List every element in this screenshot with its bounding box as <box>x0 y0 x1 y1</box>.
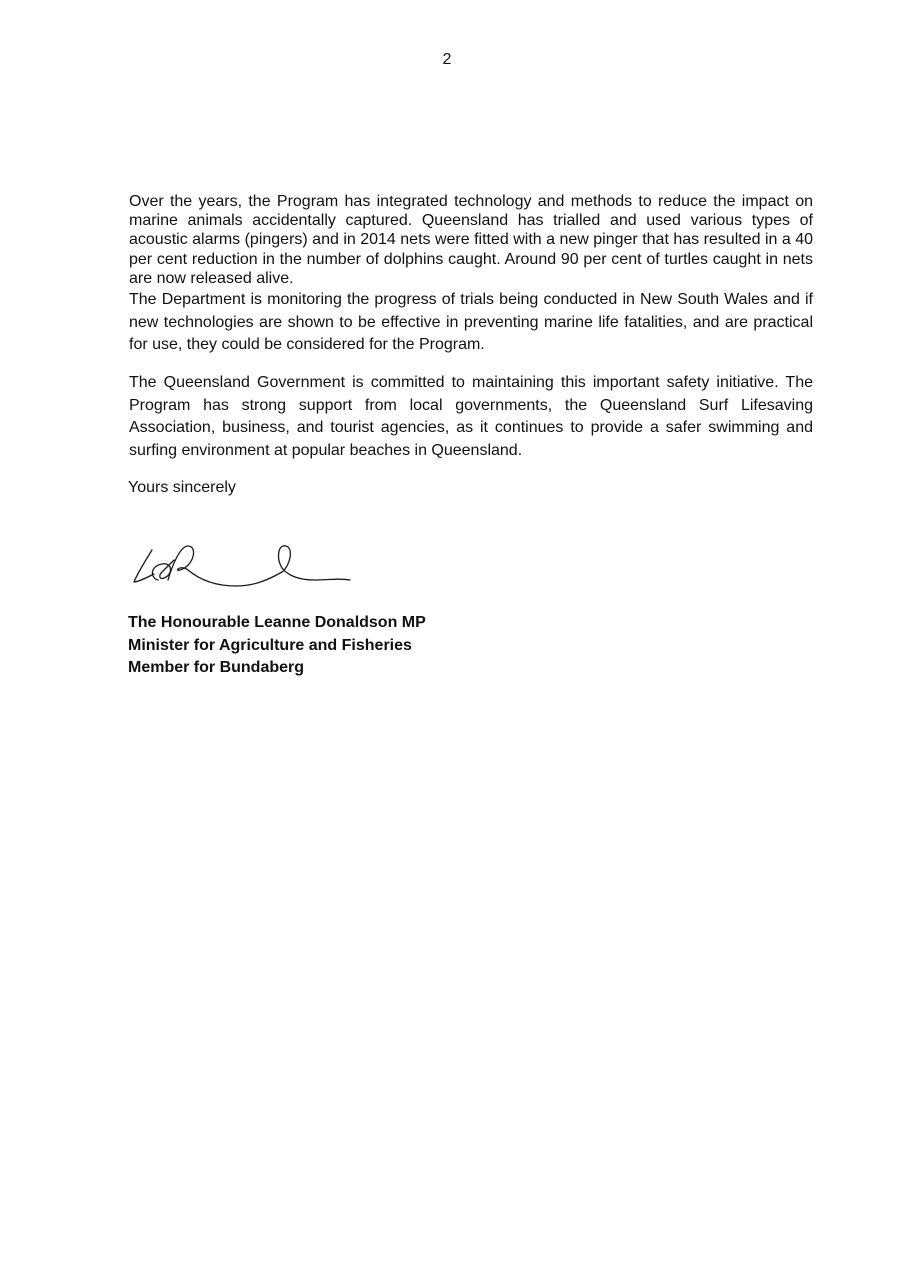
paragraph-trials: The Department is monitoring the progress of trials being conducted in New South Wales and if new technologies are shown to be effective in preventing marine life fatalities, and are practical for use, they could be considered for the Program. <box>129 291 813 354</box>
signatory-name: The Honourable Leanne Donaldson MP <box>128 614 426 631</box>
signatory-electorate: Member for Bundaberg <box>128 659 305 677</box>
paragraph-commitment: The Queensland Government is committed to maintaining this important safety initiative. The Program has strong support from local governments, the Queensland Surf Lifesaving Association, business, and tourist agencies, as it continues to provide a safer swimming and surfing environment at popular beaches in Queensland. <box>129 374 813 459</box>
paragraph-technology: Over the years, the Program has integrated technology and methods to reduce the impact on marine animals accidentally captured. Queensland has trialled and used various types of acoustic alarms (pingers) and in 2014 nets were fitted with a new pinger that has resulted in a 40 per cent reduction in the number of dolphins caught. Around 90 per cent of turtles caught in nets are now released alive. <box>129 193 813 287</box>
closing-salutation: Yours sincerely <box>128 479 236 496</box>
signatory-title: Minister for Agriculture and Fisheries <box>128 636 412 654</box>
page-number: 2 <box>442 51 452 68</box>
handwritten-signature <box>128 540 358 594</box>
signature-block <box>128 612 426 680</box>
